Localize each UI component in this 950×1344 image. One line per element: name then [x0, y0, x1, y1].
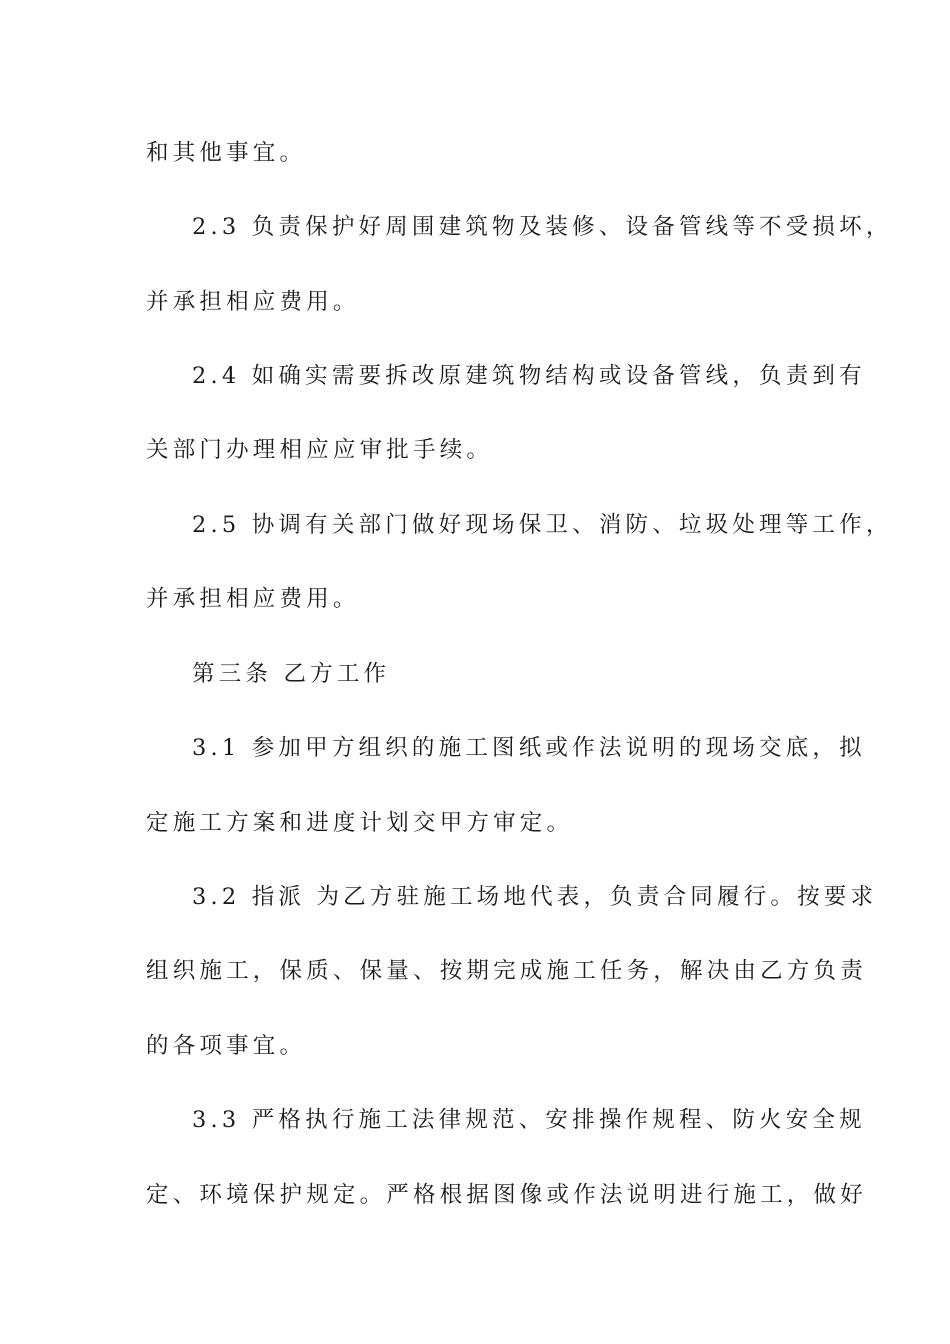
clause-2-3-line: 2.3 负责保护好周围建筑物及装修、设备管线等不受损坏， — [192, 214, 893, 240]
clause-2-5-line: 2.5 协调有关部门做好现场保卫、消防、垃圾处理等工作， — [192, 512, 893, 538]
section-heading: 第三条 乙方工作 — [192, 661, 391, 687]
text-line: 并承担相应费用。 — [146, 586, 360, 612]
text-line: 关部门办理相应应审批手续。 — [146, 437, 494, 463]
text-line: 并承担相应费用。 — [146, 289, 360, 315]
text-line: 和其他事宜。 — [146, 140, 307, 166]
text-line: 定、环境保护规定。严格根据图像或作法说明进行施工，做好 — [146, 1182, 867, 1208]
text-line: 定施工方案和进度计划交甲方审定。 — [146, 810, 574, 836]
clause-3-2-line: 3.2 指派 为乙方驻施工场地代表，负责合同履行。按要求 — [192, 884, 878, 910]
clause-3-3-line: 3.3 严格执行施工法律规范、安排操作规程、防火安全规 — [192, 1107, 866, 1133]
clause-3-1-line: 3.1 参加甲方组织的施工图纸或作法说明的现场交底，拟 — [192, 735, 866, 761]
text-line: 组织施工，保质、保量、按期完成施工任务，解决由乙方负责 — [146, 958, 867, 984]
clause-2-4-line: 2.4 如确实需要拆改原建筑物结构或设备管线，负责到有 — [192, 363, 866, 389]
text-line: 的各项事宜。 — [146, 1033, 307, 1059]
